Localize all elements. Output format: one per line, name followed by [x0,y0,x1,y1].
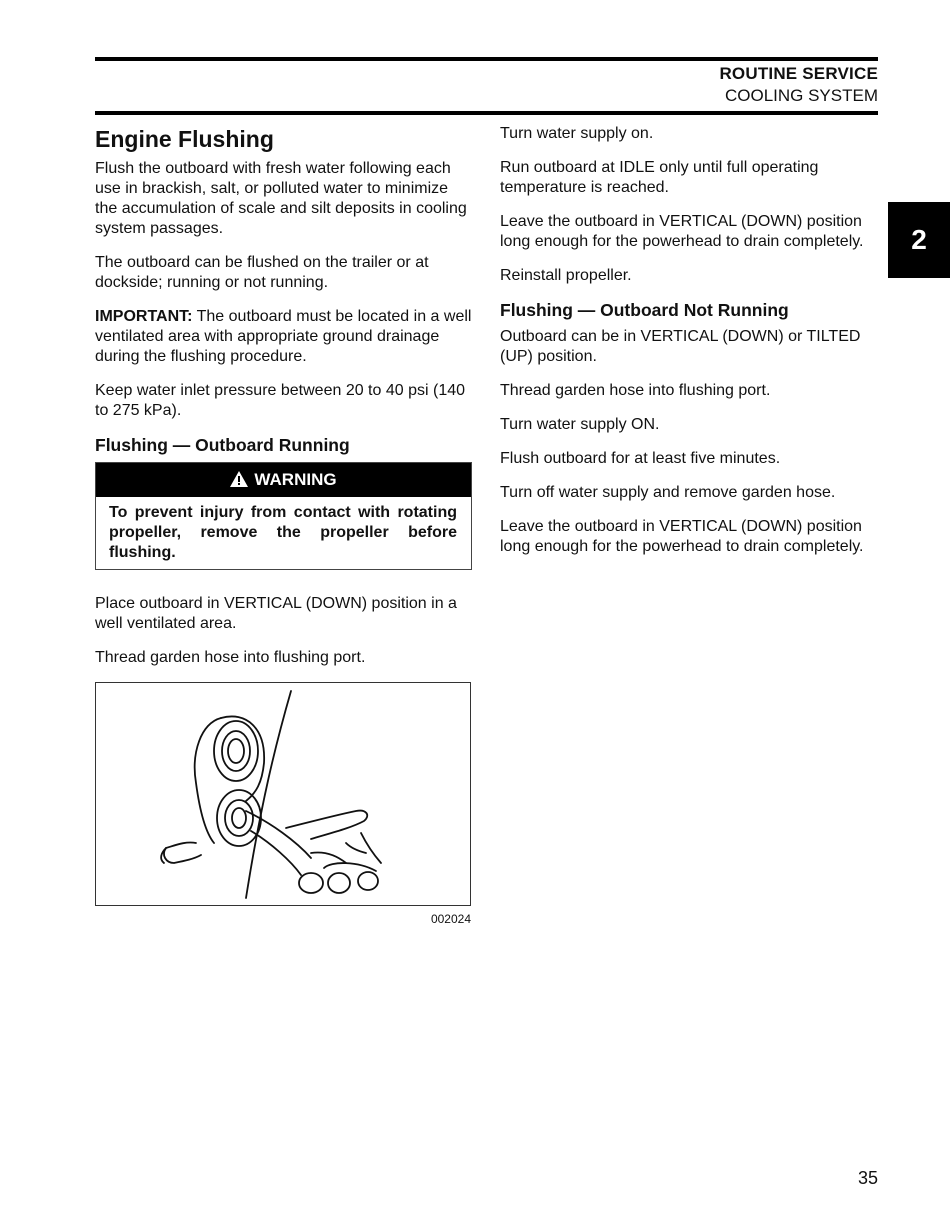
paragraph: Flush outboard for at least five minutes. [500,450,781,467]
warning-text: To prevent injury from contact with rotating propeller, remove the propeller before flushing. [109,504,457,561]
section-subtitle: COOLING SYSTEM [724,86,878,105]
paragraph: Thread garden hose into flushing port. [95,649,366,666]
paragraph: Place outboard in VERTICAL (DOWN) position in a well ventilated area. [95,595,457,632]
important-note [95,307,472,367]
paragraph: Turn water supply ON. [500,416,660,433]
paragraph: Thread garden hose into flushing port. [500,382,771,399]
warning-header [96,463,471,497]
paragraph: Leave the outboard in VERTICAL (DOWN) position long enough for the powerhead to drain completely. [500,518,864,555]
paragraph: Reinstall propeller. [500,267,632,284]
paragraph: Run outboard at IDLE only until full operating temperature is reached. [500,159,819,196]
header-rule-top [95,57,878,61]
warning-title: WARNING [254,470,337,489]
flushing-illustration [95,682,471,906]
subheading: Flushing — Outboard Running [95,435,350,455]
chapter-tab: 2 [888,202,950,278]
warning-triangle-icon [230,471,248,487]
subheading: Flushing — Outboard Not Running [500,300,789,320]
hose-connection-drawing [96,683,470,905]
paragraph: Turn off water supply and remove garden hose. [500,484,836,501]
paragraph: Outboard can be in VERTICAL (DOWN) or TILTED (UP) position. [500,328,861,365]
right-column [500,124,878,571]
page-heading: Engine Flushing [95,126,274,152]
section-title: ROUTINE SERVICE [719,64,878,83]
paragraph: Flush the outboard with fresh water following each use in brackish, salt, or polluted water to minimize the accumulation of scale and silt deposits in cooling system passages. [95,160,467,237]
paragraph: Keep water inlet pressure between 20 to 40 psi (140 to 275 kPa). [95,382,466,419]
paragraph: Turn water supply on. [500,125,654,142]
important-text: The outboard must be located in a well ventilated area with appropriate ground drainage during the flushing procedure. [95,308,472,365]
header-rule-bottom [95,111,878,115]
important-label: IMPORTANT: [95,308,193,325]
paragraph: The outboard can be flushed on the trailer or at dockside; running or not running. [95,254,429,291]
figure-number: 002024 [430,912,471,926]
left-column [95,124,472,926]
page-number: 35 [857,1168,878,1188]
paragraph: Leave the outboard in VERTICAL (DOWN) position long enough for the powerhead to drain completely. [500,213,864,250]
warning-box [95,462,472,570]
